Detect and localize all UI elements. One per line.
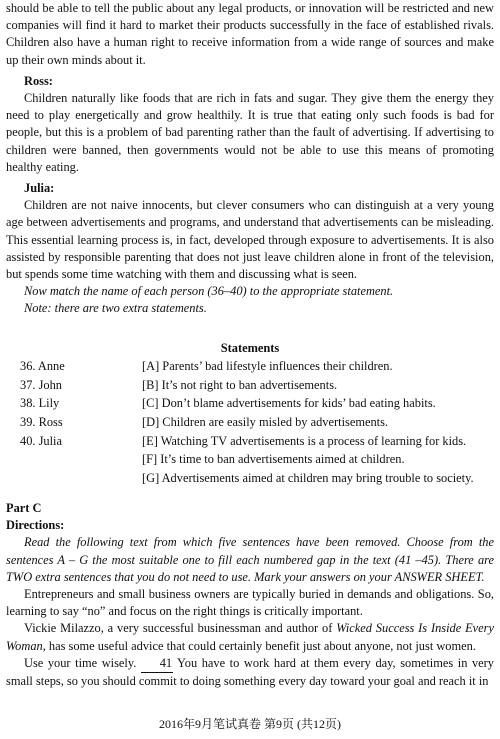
part-c-section: [6, 500, 494, 690]
speaker-julia: Julia:: [24, 181, 55, 196]
statement-text: [C] Don’t blame advertisements for kids’ bad eating habits.: [142, 396, 436, 411]
paragraph-text: , has some useful advice that could certainly benefit just about anyone, not just women.: [42, 638, 476, 653]
speaker-ross: Ross:: [24, 73, 53, 88]
paragraph-text: Use your time wisely.: [24, 655, 141, 670]
statement-text: [E] Watching TV advertisements is a process of learning for kids.: [142, 433, 467, 448]
directions-text: Read the following text from which five sentences have been removed. Choose from the sentences A – G the most suitable one to fill each numbered gap in the text (41 –45). There are TWO extra sentences that you do not need to use. Mark your answers on your ANSWER SHEET.: [6, 535, 494, 584]
statements-title: Statements: [220, 341, 280, 355]
paragraph-text: Vickie Milazzo, a very successful businessman and author of: [24, 621, 337, 636]
person-label: 38. Lily: [20, 396, 60, 411]
part-c-paragraph-3: [6, 655, 494, 690]
directions-label: Directions:: [6, 518, 65, 533]
part-c-paragraph-1: Entrepreneurs and small business owners are typically buried in demands and obligations. So, learning to say “no” and focus on the right things is critically important.: [6, 587, 494, 619]
person-label: 39. Ross: [20, 414, 63, 429]
matching-row: [6, 413, 494, 432]
ross-paragraph: Children naturally like foods that are rich in fats and sugar. They give them the energy they need to play energetically and grow healthily. It is true that eating only such foods is bad for people, but this is a problem of bad parenting rather than the fault of advertising. If advertising to children were banned, then governments would not be able to use this means of promoting healthy eating.: [6, 91, 494, 174]
statement-text: [D] Children are easily misled by advertisements.: [142, 414, 389, 429]
match-instruction: Now match the name of each person (36–40) to the appropriate statement.: [24, 284, 394, 299]
person-label: 40. Julia: [20, 433, 62, 448]
match-note: Note: there are two extra statements.: [24, 301, 207, 316]
matching-row: [6, 376, 494, 395]
matching-row: [6, 357, 494, 376]
page-footer: 2016年9月笔试真卷 第9页 (共12页): [159, 717, 341, 731]
person-label: 37. John: [20, 377, 62, 392]
matching-section: [6, 340, 494, 487]
paragraph-text: You have to work hard at them every day, sometimes in very small steps, so you should commit to doing something every day toward your goal and reach it in: [6, 655, 494, 689]
part-c-title: Part C: [6, 501, 42, 515]
extra-statement: [F] It’s time to ban advertisements aimed at children.: [142, 452, 405, 467]
part-c-paragraph-2: [6, 620, 494, 654]
extra-statement: [G] Advertisements aimed at children may bring trouble to society.: [142, 470, 474, 485]
statement-text: [A] Parents’ bad lifestyle influences their children.: [142, 359, 393, 374]
passage-opinions: [6, 0, 494, 318]
statement-text: [B] It’s not right to ban advertisements.: [142, 377, 338, 392]
book-title: Wicked Success Is Inside Every Woman: [6, 621, 494, 653]
person-label: 36. Anne: [20, 359, 65, 374]
julia-paragraph: Children are not naive innocents, but clever consumers who can distinguish at a very young age between advertisements and programs, and understand that advertisements can be misleading. This essential learning process is, in fact, developed through exposure to advertisements. It is also assisted by responsible parenting that does not just leave children alone in front of the television, but spends some time watching with them and discussing what is seen.: [6, 198, 494, 282]
answer-blank-41: 41: [141, 655, 173, 673]
matching-row: [6, 432, 494, 451]
matching-row: [6, 394, 494, 413]
intro-paragraph: should be able to tell the public about any legal products, or innovation will be restricted and new companies will find it hard to market their products successfully in the face of established rivals. Children also have a human right to receive information from a wide range of sources and make up their own minds about it.: [6, 1, 494, 67]
